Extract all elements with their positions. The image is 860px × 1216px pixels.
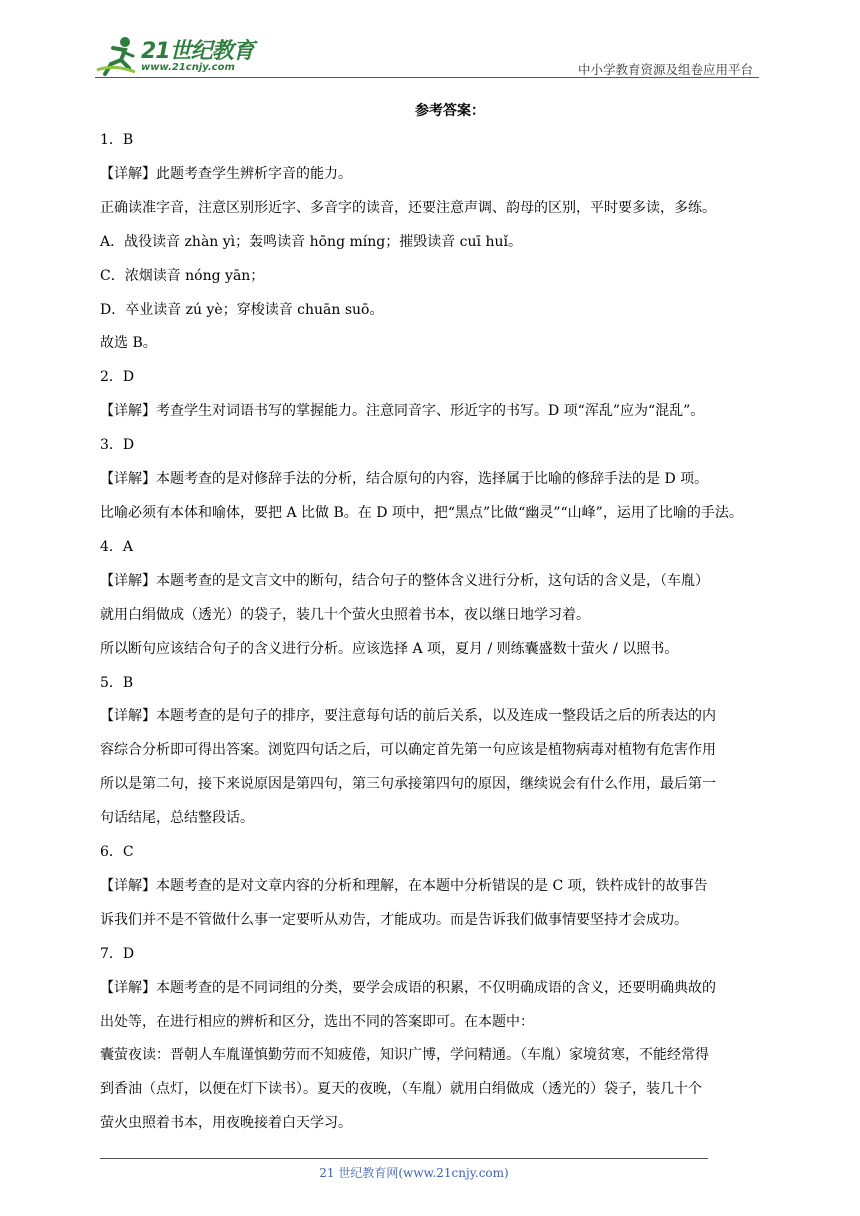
- text-line: 2．D: [100, 369, 135, 386]
- page-header: [95, 30, 759, 80]
- footer-divider: [100, 1158, 708, 1159]
- text-line: 【详解】考查学生对词语书写的掌握能力。注意同音字、形近字的书写。D 项“浑乱”应为“混乱”。: [100, 403, 705, 420]
- text-line: C．浓烟读音 nóng yān；: [100, 267, 265, 284]
- text-line: 1．B: [100, 132, 134, 148]
- text-line: 【详解】本题考查的是不同词组的分类，要学会成语的积累，不仅明确成语的含义，还要明确典故的: [100, 979, 716, 996]
- text-line: 【详解】本题考查的是文言文中的断句，结合句子的整体含义进行分析，这句话的含义是，（车胤）: [100, 572, 709, 589]
- text-line: 故选 B。: [100, 335, 157, 352]
- text-line: A．战役读音 zhàn yì；轰鸣读音 hōng míng；摧毁读音 cuī huǐ。: [100, 233, 522, 250]
- text-line: 所以是第二句，接下来说原因是第四句，第三句承接第四句的原因，继续说会有什么作用，最后第一: [100, 776, 716, 793]
- text-line: 6．C: [100, 844, 134, 861]
- text-line: 3．D: [100, 437, 135, 454]
- text-line: 诉我们并不是不管做什么事一定要听从劝告，才能成功。而是告诉我们做事情要坚持才会成功。: [100, 911, 688, 928]
- text-line: 【详解】此题考查学生辨析字音的能力。: [100, 165, 352, 182]
- text-line: 正确读准字音，注意区别形近字、多音字的读音，还要注意声调、韵母的区别，平时要多读，多练。: [100, 199, 716, 216]
- text-line: 5．B: [100, 674, 134, 691]
- logo-url: www.21cnjy.com: [141, 62, 235, 73]
- text-line: 就用白绢做成（透光）的袋子，装几十个萤火虫照着书本，夜以继日地学习着。: [100, 606, 590, 623]
- answer-content: [100, 98, 764, 1141]
- text-line: 囊萤夜读：晋朝人车胤谨慎勤劳而不知疲倦，知识广博，学问精通。（车胤）家境贫寒，不能经常得: [100, 1047, 709, 1064]
- platform-name: 中小学教育资源及组卷应用平台: [577, 62, 753, 77]
- text-line: 比喻必须有本体和喻体，要把 A 比做 B。在 D 项中，把“黑点”比做“幽灵”“山峰”，运用了比喻的手法。: [100, 504, 743, 521]
- text-line: 萤火虫照着书本，用夜晚接着白天学习。: [100, 1115, 352, 1132]
- text-line: 到香油（点灯，以便在灯下读书）。夏天的夜晚，（车胤）就用白绢做成（透光的）袋子，装几十个: [100, 1081, 702, 1098]
- text-line: 句话结尾，总结整段话。: [100, 810, 254, 827]
- text-line: 出处等，在进行相应的辨析和区分，选出不同的答案即可。在本题中：: [100, 1013, 534, 1030]
- text-line: 容综合分析即可得出答案。浏览四句话之后，可以确定首先第一句应该是植物病毒对植物有危害作用: [100, 742, 716, 759]
- footer-link[interactable]: 21 世纪教育网(www.21cnjy.com): [319, 1166, 509, 1180]
- page-title: 参考答案：: [415, 103, 485, 119]
- text-line: 7．D: [100, 945, 135, 962]
- text-line: D．卒业读音 zú yè；穿梭读音 chuān suō。: [100, 301, 384, 318]
- text-line: 【详解】本题考查的是句子的排序，要注意每句话的前后关系，以及连成一整段话之后的所表达的内: [100, 708, 716, 725]
- header-divider: [95, 77, 759, 78]
- text-line: 【详解】本题考查的是对修辞手法的分析，结合原句的内容，选择属于比喻的修辞手法的是 D 项。: [100, 471, 709, 488]
- text-line: 【详解】本题考查的是对文章内容的分析和理解，在本题中分析错误的是 C 项，铁杵成针的故事告: [100, 877, 708, 894]
- logo-text: 21世纪教育: [141, 39, 254, 64]
- text-line: 所以断句应该结合句子的含义进行分析。应该选择 A 项，夏月 / 则练囊盛数十萤火 / 以照书。: [100, 640, 679, 657]
- text-line: 4．A: [100, 538, 134, 555]
- runner-logo-icon: [95, 34, 139, 78]
- site-logo[interactable]: [95, 34, 265, 78]
